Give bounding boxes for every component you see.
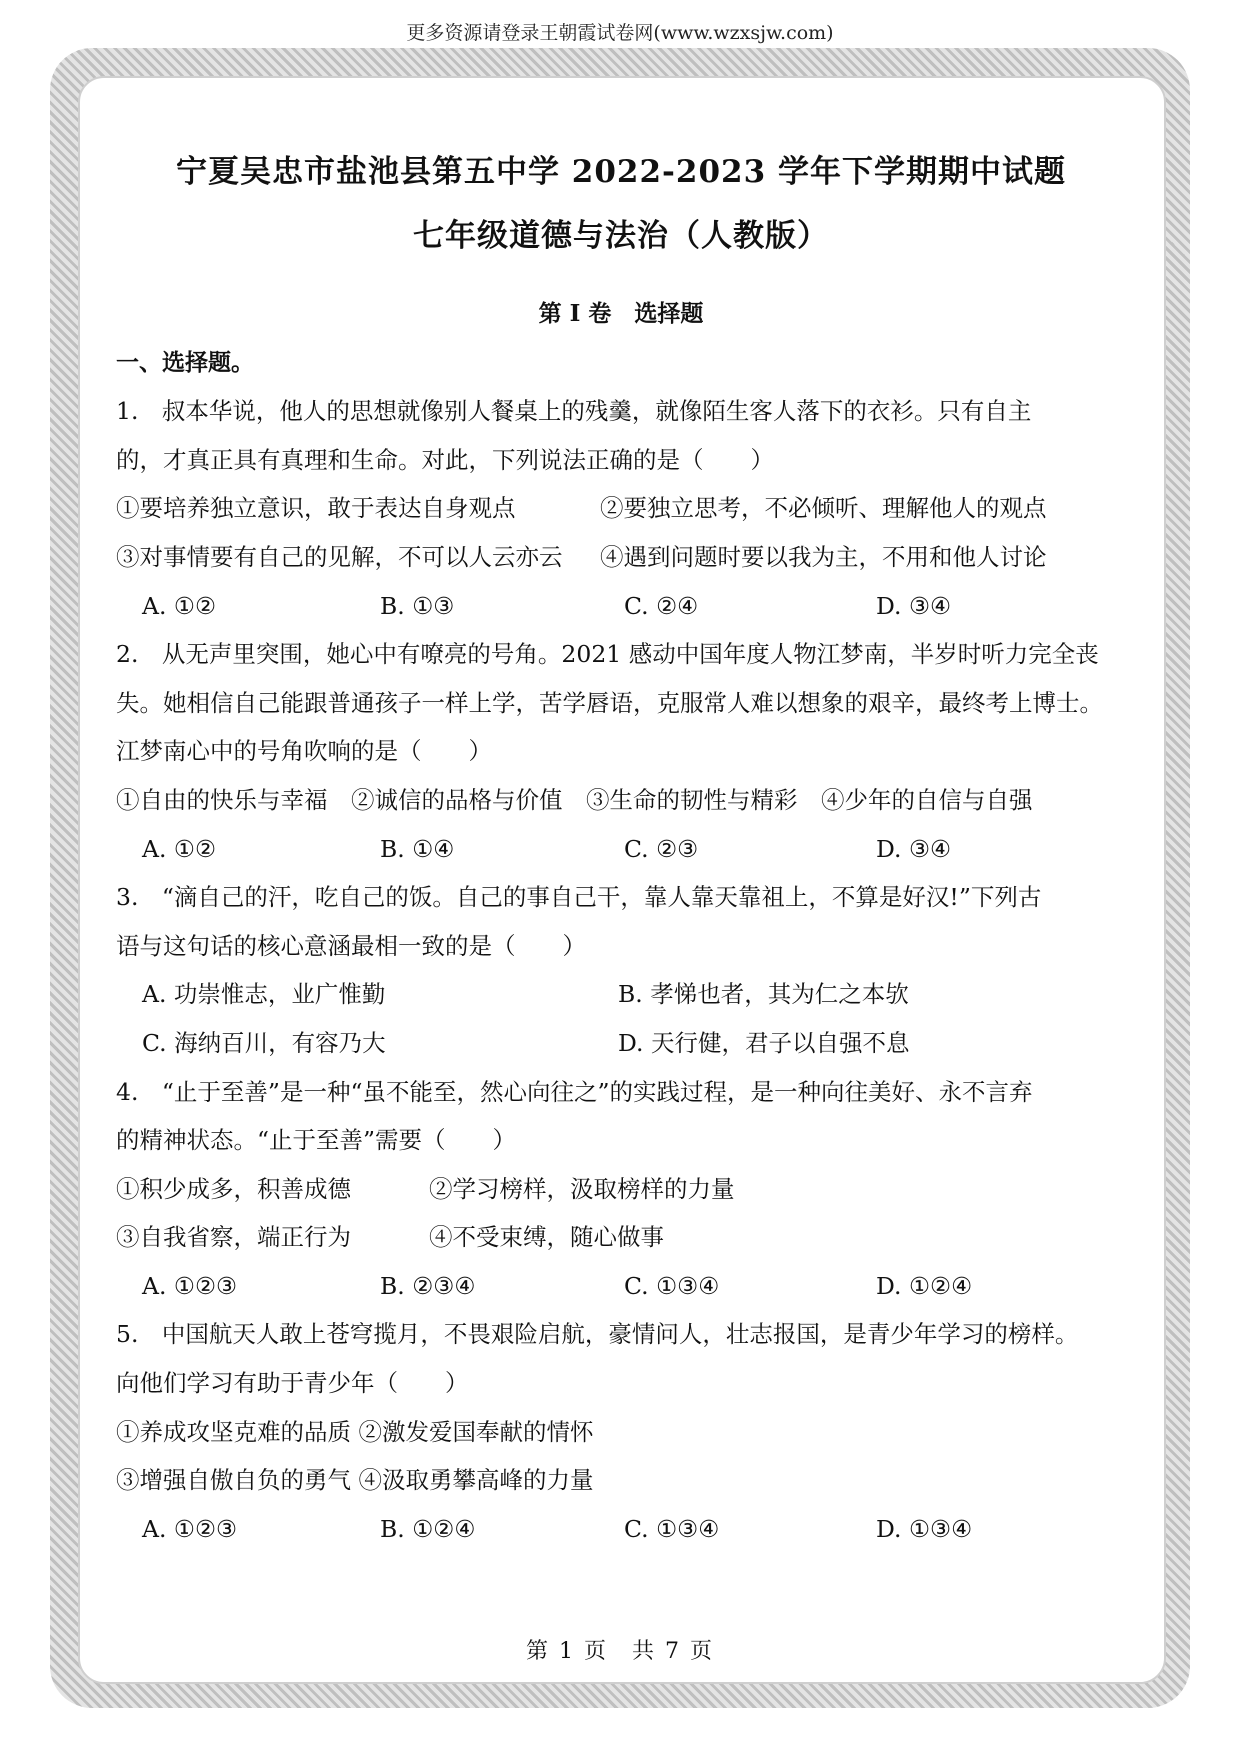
statement-row: ①自由的快乐与幸福 ②诚信的品格与价值 ③生命的韧性与精彩 ④少年的自信与自强 (116, 785, 1033, 814)
option-a[interactable]: A. 功崇惟志，业广惟勤 (142, 980, 386, 1009)
statement: ④不受束缚，随心做事 (429, 1223, 664, 1252)
statement: ④遇到问题时要以我为主，不用和他人讨论 (600, 542, 1047, 571)
option-a[interactable]: A. ①② (142, 834, 217, 863)
statement: ②要独立思考，不必倾听、理解他人的观点 (600, 494, 1047, 523)
statement: ②学习榜样，汲取榜样的力量 (429, 1174, 735, 1203)
question-stem: 5. 中国航天人敢上苍穹揽月，不畏艰险启航，豪情问人，壮志报国，是青少年学习的榜样。 (116, 1320, 1079, 1349)
watermark: 更多资源请登录王朝霞试卷网(www.wzxsjw.com) (406, 22, 834, 44)
statement: ①要培养独立意识，敢于表达自身观点 (116, 494, 516, 523)
page-number: 第 1 页 共 7 页 (526, 1639, 714, 1664)
option-a[interactable]: A. ①②③ (142, 1514, 238, 1543)
option-d[interactable]: D. 天行健，君子以自强不息 (618, 1028, 910, 1057)
question-stem: 4. “止于至善”是一种“虽不能至，然心向往之”的实践过程，是一种向往美好、永不言弃 (116, 1077, 1033, 1106)
option-a[interactable]: A. ①② (142, 591, 217, 620)
statement-row (116, 484, 1126, 533)
question-stem: 2. 从无声里突围，她心中有嘹亮的号角。2021 感动中国年度人物江梦南，半岁时听力完全丧 (116, 640, 1099, 669)
statement: ①积少成多，积善成德 (116, 1174, 351, 1203)
exam-title: 宁夏吴忠市盐池县第五中学 2022-2023 学年下学期期中试题 (175, 154, 1066, 190)
option-b[interactable]: B. ①④ (380, 834, 455, 863)
statement-row (116, 1213, 1126, 1262)
options-row (116, 970, 1126, 1019)
option-a[interactable]: A. ①②③ (142, 1271, 238, 1300)
question-stem: 的，才真正具有真理和生命。对此，下列说法正确的是（ ） (116, 445, 774, 474)
question-2 (116, 630, 1126, 873)
statement: ③对事情要有自己的见解，不可以人云亦云 (116, 542, 563, 571)
options-row (116, 1505, 1126, 1554)
statement-row: ①养成攻坚克难的品质 ②激发爱国奉献的情怀 (116, 1417, 594, 1446)
options-row (116, 825, 1126, 874)
question-stem: 的精神状态。“止于至善”需要（ ） (116, 1126, 517, 1155)
question-stem: 江梦南心中的号角吹响的是（ ） (116, 737, 492, 766)
part-title: 一、选择题。 (116, 348, 254, 376)
question-stem: 1. 叔本华说，他人的思想就像别人餐桌上的残羹，就像陌生客人落下的衣衫。只有自主 (116, 397, 1032, 426)
option-d[interactable]: D. ③④ (876, 834, 952, 863)
exam-content (116, 140, 1126, 1553)
option-c[interactable]: C. ②③ (624, 834, 699, 863)
option-c[interactable]: C. ①③④ (624, 1271, 720, 1300)
statement-row (116, 1165, 1126, 1214)
option-b[interactable]: B. ①②④ (380, 1514, 476, 1543)
options-row (116, 1262, 1126, 1311)
options-row (116, 582, 1126, 631)
question-1 (116, 387, 1126, 630)
statement-row (116, 533, 1126, 582)
section-title: 第 I 卷 选择题 (538, 300, 704, 327)
statement: ③自我省察，端正行为 (116, 1223, 351, 1252)
question-5 (116, 1310, 1126, 1553)
exam-subtitle: 七年级道德与法治（人教版） (413, 218, 829, 254)
option-b[interactable]: B. ①③ (380, 591, 455, 620)
option-c[interactable]: C. ②④ (624, 591, 699, 620)
question-stem: 失。她相信自己能跟普通孩子一样上学，苦学唇语，克服常人难以想象的艰辛，最终考上博士。 (116, 688, 1103, 717)
option-c[interactable]: C. ①③④ (624, 1514, 720, 1543)
question-4 (116, 1068, 1126, 1311)
statement-row: ③增强自傲自负的勇气 ④汲取勇攀高峰的力量 (116, 1466, 594, 1495)
option-d[interactable]: D. ①③④ (876, 1514, 973, 1543)
options-row (116, 1019, 1126, 1068)
option-d[interactable]: D. ③④ (876, 591, 952, 620)
option-d[interactable]: D. ①②④ (876, 1271, 973, 1300)
question-stem: 语与这句话的核心意涵最相一致的是（ ） (116, 931, 586, 960)
question-3 (116, 873, 1126, 1067)
question-stem: 3. “滴自己的汗，吃自己的饭。自己的事自己干，靠人靠天靠祖上，不算是好汉!”下列古 (116, 883, 1042, 912)
option-b[interactable]: B. ②③④ (380, 1271, 476, 1300)
question-stem: 向他们学习有助于青少年（ ） (116, 1369, 469, 1398)
option-c[interactable]: C. 海纳百川，有容乃大 (142, 1028, 386, 1057)
option-b[interactable]: B. 孝悌也者，其为仁之本欤 (618, 980, 909, 1009)
